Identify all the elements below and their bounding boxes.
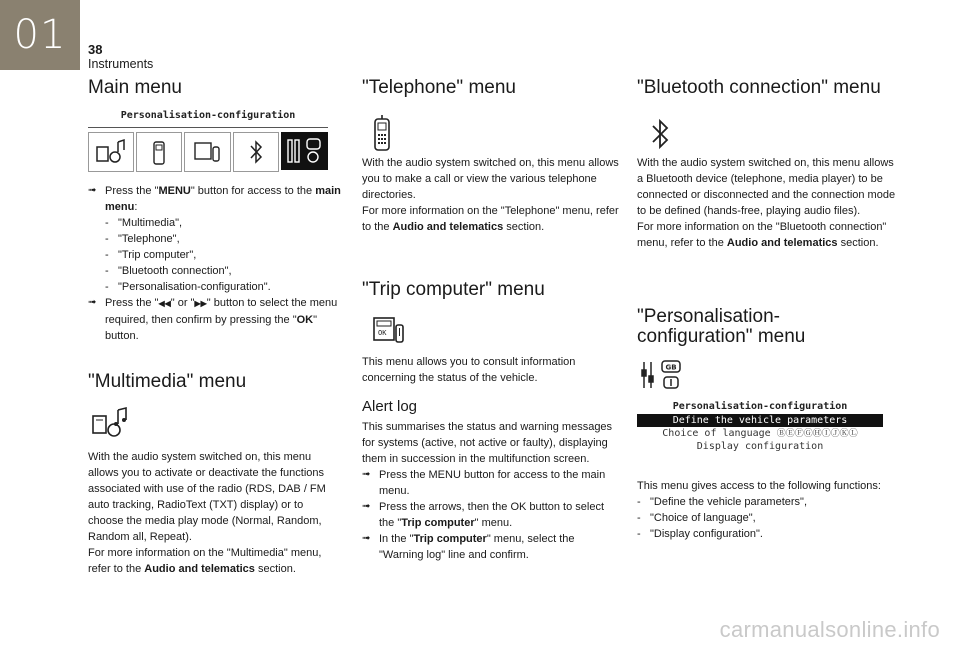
main-menu-screen-title: Personalisation-configuration: [120, 110, 296, 121]
language-flags-icon: ⒷⒺⒻⒼⒽⒾⒿⓀⓁ: [776, 429, 858, 439]
trip-computer-tile-icon: [184, 132, 230, 172]
trip-computer-icon: [372, 315, 406, 350]
alert-log-heading: Alert log: [362, 398, 418, 415]
personalisation-item: "Define the vehicle parameters",: [650, 496, 807, 508]
arrow-bullet-icon: ➟: [362, 533, 371, 544]
bluetooth-text: With the audio system switched on, this menu allows a Bluetooth device (telephone, media player) to be connected or disconnected and the connection mode to be defined (hands-free, playing audio files). For more information on the "Bluetooth connection" menu, refer to the Audio and telematics section.: [637, 157, 896, 249]
multimedia-tile-icon: [88, 132, 134, 172]
main-menu-item: "Trip computer",: [118, 249, 197, 261]
arrow-bullet-icon: ➟: [88, 297, 97, 308]
main-menu-instructions: ➟ Press the "MENU" button for access to the main menu: - "Multimedia", - "Telephone", - "Trip computer", - "Bluetooth connection", - "Personalisation-configuration". ➟ Press the "◀◀" or "▶▶" button to select the menu required, then confirm by pressing the "OK" button.: [88, 185, 341, 342]
telephone-heading: "Telephone" menu: [362, 77, 516, 98]
personalisation-screen: [637, 401, 883, 457]
main-menu-item: "Bluetooth connection",: [118, 265, 232, 277]
arrow-bullet-icon: ➟: [362, 501, 371, 512]
trip-computer-text: This menu allows you to consult information concerning the status of the vehicle.: [362, 356, 576, 384]
bluetooth-icon: [650, 117, 670, 156]
alert-log-text: This summarises the status and warning messages for systems (active, not active or faulty), displaying them in succession in the multifunction screen. ➟ Press the MENU button for access to the main menu. ➟ Press the arrows, then the OK button to select the "Trip computer" menu. ➟ In the "Trip computer" menu, select the "Warning log" line and confirm.: [362, 421, 613, 561]
personalisation-heading-line1: "Personalisation-: [637, 306, 780, 327]
telephone-tile-icon: [136, 132, 182, 172]
personalisation-text: This menu gives access to the following functions: - "Define the vehicle parameters", - "Choice of language", - "Display configuration".: [637, 480, 881, 540]
chapter-name: Instruments: [88, 57, 154, 71]
screen-row-define-parameters[interactable]: Define the vehicle parameters: [637, 414, 883, 427]
trip-computer-heading: "Trip computer" menu: [362, 279, 545, 300]
svg-text:OK: OK: [378, 329, 387, 337]
rewind-icon: ◀◀: [158, 299, 171, 308]
bluetooth-tile-icon: [233, 132, 279, 172]
multimedia-text: With the audio system switched on, this menu allows you to activate or deactivate the functions associated with use of the radio (RDS, DAB / FM auto tracking, RadioText (TXT) display) or to choose the media play mode (Normal, Random, Random all, Repeat). For more information on the "Multimedia" menu, refer to the Audio and telematics section.: [88, 451, 326, 575]
watermark: carmanualsonline.info: [719, 617, 940, 642]
arrow-bullet-icon: ➟: [362, 469, 371, 480]
personalisation-tile-icon: [281, 132, 328, 170]
multimedia-heading: "Multimedia" menu: [88, 371, 247, 392]
personalisation-icon: [640, 358, 686, 397]
telephone-text: With the audio system switched on, this menu allows you to make a call or view the various telephone directories. For more information on the "Telephone" menu, refer to the Audio and telematics section.: [362, 157, 619, 233]
page-number: 38: [88, 42, 103, 57]
multimedia-icon: [90, 406, 130, 445]
main-menu-screen: [88, 110, 328, 176]
chapter-tab: 01: [0, 0, 80, 70]
arrow-bullet-icon: ➟: [88, 185, 97, 196]
personalisation-screen-title: Personalisation-configuration: [672, 401, 848, 412]
main-menu-item: "Personalisation-configuration".: [118, 281, 271, 293]
main-menu-item: "Telephone",: [118, 233, 180, 245]
bluetooth-heading: "Bluetooth connection" menu: [637, 77, 881, 98]
screen-row-display-configuration[interactable]: Display configuration: [696, 441, 824, 452]
language-badge-icon: GB: [665, 363, 677, 372]
main-menu-heading: Main menu: [88, 77, 182, 98]
screen-row-choice-language[interactable]: Choice of language ⒷⒺⒻⒼⒽⒾⒿⓀⓁ: [662, 428, 858, 439]
main-menu-item: "Multimedia",: [118, 217, 183, 229]
forward-icon: ▶▶: [194, 299, 207, 308]
personalisation-item: "Display configuration".: [650, 528, 763, 540]
personalisation-item: "Choice of language",: [650, 512, 756, 524]
personalisation-heading-line2: configuration" menu: [637, 326, 806, 347]
telephone-icon: [372, 114, 392, 157]
main-menu-icon-row: [88, 132, 328, 172]
